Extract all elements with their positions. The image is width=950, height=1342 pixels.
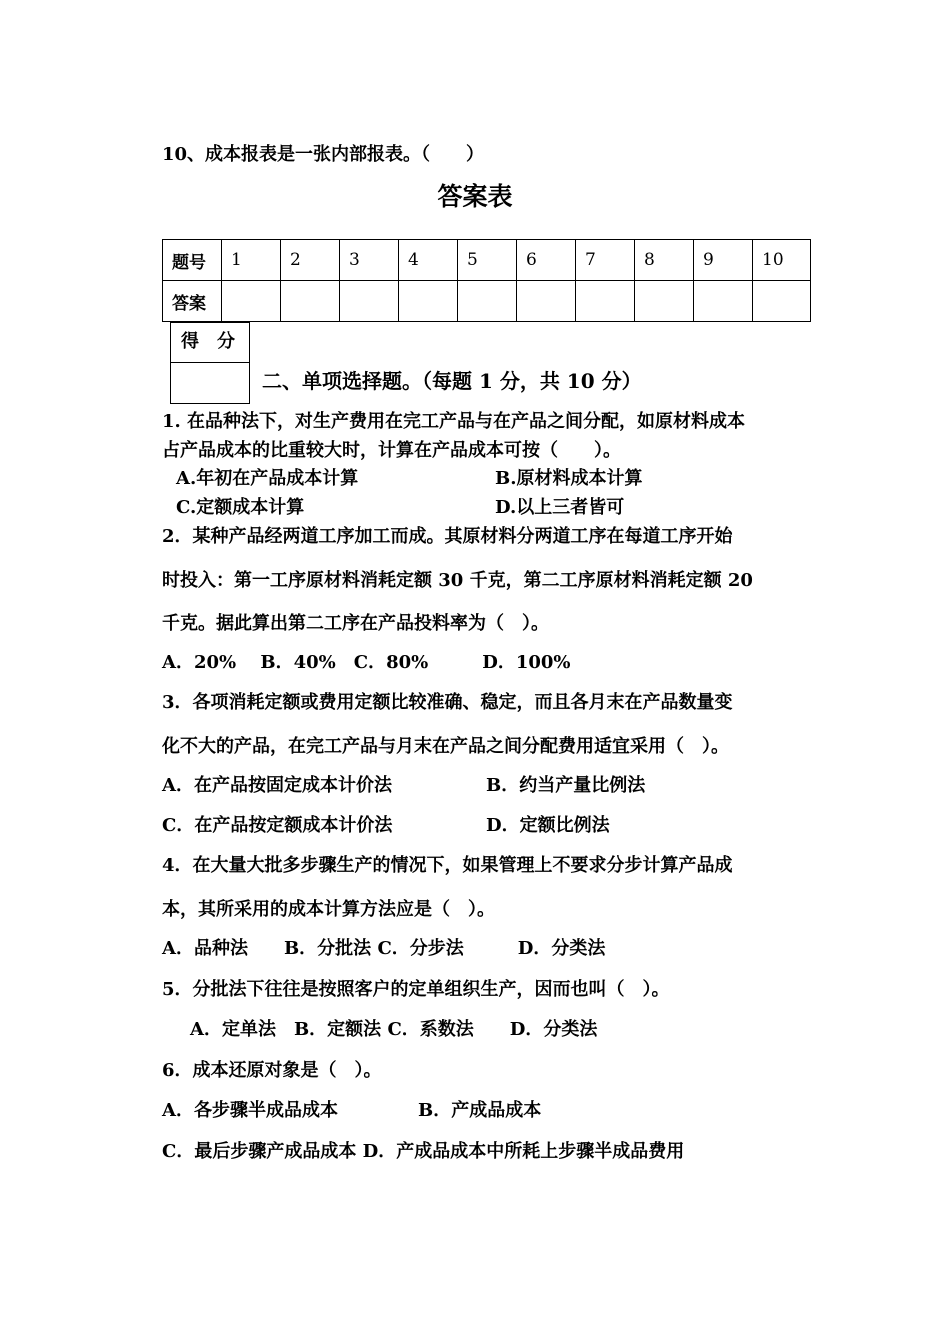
answer-cell[interactable] xyxy=(753,281,811,322)
section-title: 二、单项选择题。（每题 1 分，共 10 分） xyxy=(262,369,642,393)
question-number-cell: 4 xyxy=(399,240,458,281)
answer-cell[interactable] xyxy=(340,281,399,322)
question-2-line-1: 2．某种产品经两道工序加工而成。其原材料分两道工序在每道工序开始 xyxy=(162,526,733,547)
question-number-cell: 6 xyxy=(517,240,576,281)
answer-cell[interactable] xyxy=(458,281,517,322)
question-number-cell: 10 xyxy=(753,240,811,281)
question-3-line-2: 化不大的产品，在完工产品与月末在产品之间分配费用适宜采用（ ）。 xyxy=(162,736,729,757)
score-entry-cell[interactable] xyxy=(171,363,249,403)
question-number-cell: 9 xyxy=(694,240,753,281)
answer-table-title: 答案表 xyxy=(437,182,513,211)
question-3-option-d: D．定额比例法 xyxy=(486,815,610,836)
question-number-cell: 1 xyxy=(222,240,281,281)
question-2-options: A．20% B．40% C．80% D．100% xyxy=(162,652,571,673)
question-3-option-a: A．在产品按固定成本计价法 xyxy=(162,775,392,796)
question-1-option-d: D.以上三者皆可 xyxy=(495,497,625,518)
answer-table-number-row xyxy=(163,240,811,281)
question-1-option-a: A.年初在产品成本计算 xyxy=(176,468,359,489)
question-10-true-false: 10、成本报表是一张内部报表。（ ） xyxy=(162,144,485,165)
answer-cell[interactable] xyxy=(517,281,576,322)
answer-cell[interactable] xyxy=(281,281,340,322)
question-5-options: A．定单法 B．定额法 C．系数法 D．分类法 xyxy=(190,1019,598,1040)
question-3-option-c: C．在产品按定额成本计价法 xyxy=(162,815,393,836)
question-number-cell: 3 xyxy=(340,240,399,281)
question-2-line-3: 千克。据此算出第二工序在产品投料率为（ ）。 xyxy=(162,613,549,634)
question-1-line-2: 占产品成本的比重较大时，计算在产品成本可按（ ）。 xyxy=(162,440,621,461)
question-number-cell: 7 xyxy=(576,240,635,281)
question-1-line-1: 1. 在品种法下，对生产费用在完工产品与在产品之间分配，如原材料成本 xyxy=(162,411,746,432)
table-header-label: 题号 xyxy=(163,240,222,281)
question-4-options: A．品种法 B．分批法 C．分步法 D．分类法 xyxy=(162,938,606,959)
answer-cell[interactable] xyxy=(635,281,694,322)
question-6-line-1: 6．成本还原对象是（ ）。 xyxy=(162,1060,382,1081)
score-label: 得 分 xyxy=(171,323,249,363)
question-2-line-2: 时投入：第一工序原材料消耗定额 30 千克，第二工序原材料消耗定额 20 xyxy=(162,570,753,591)
question-6-options-c-d: C．最后步骤产成品成本 D．产成品成本中所耗上步骤半成品费用 xyxy=(162,1141,685,1162)
question-5-line-1: 5．分批法下往往是按照客户的定单组织生产，因而也叫（ ）。 xyxy=(162,979,670,1000)
question-number-cell: 5 xyxy=(458,240,517,281)
score-box xyxy=(170,322,250,404)
answer-cell[interactable] xyxy=(694,281,753,322)
answer-row-label: 答案 xyxy=(163,281,222,322)
question-number-cell: 2 xyxy=(281,240,340,281)
question-3-line-1: 3．各项消耗定额或费用定额比较准确、稳定，而且各月末在产品数量变 xyxy=(162,692,733,713)
answer-cell[interactable] xyxy=(222,281,281,322)
question-1-option-b: B.原材料成本计算 xyxy=(495,468,643,489)
answer-cell[interactable] xyxy=(576,281,635,322)
question-3-option-b: B．约当产量比例法 xyxy=(486,775,646,796)
question-6-option-b: B．产成品成本 xyxy=(418,1100,542,1121)
question-number-cell: 8 xyxy=(635,240,694,281)
question-6-option-a: A．各步骤半成品成本 xyxy=(162,1100,338,1121)
question-4-line-2: 本，其所采用的成本计算方法应是（ ）。 xyxy=(162,899,495,920)
answer-table-answer-row xyxy=(163,281,811,322)
answer-cell[interactable] xyxy=(399,281,458,322)
answer-table xyxy=(162,239,811,322)
question-4-line-1: 4．在大量大批多步骤生产的情况下，如果管理上不要求分步计算产品成 xyxy=(162,855,733,876)
question-1-option-c: C.定额成本计算 xyxy=(176,497,305,518)
